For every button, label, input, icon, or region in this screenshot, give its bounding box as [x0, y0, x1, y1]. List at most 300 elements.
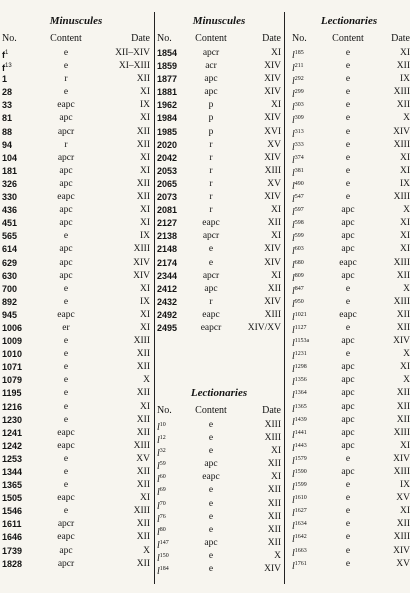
date-cell: XII	[396, 100, 410, 111]
manuscript-siglum: 1611	[2, 519, 22, 530]
manuscript-siglum: 436	[2, 205, 18, 216]
table-row	[2, 309, 150, 322]
manuscript-siglum: 1962	[157, 100, 178, 111]
date-cell: XI	[399, 440, 410, 451]
date-cell: XII	[136, 126, 150, 137]
date-cell: XII	[396, 388, 410, 399]
content-cell: eapc	[57, 440, 75, 451]
date-cell: XIII	[133, 440, 150, 451]
content-cell: e	[345, 558, 351, 569]
date-cell: XV	[267, 178, 281, 189]
manuscript-siglum: 451	[2, 218, 18, 229]
manuscript-siglum: l	[157, 474, 160, 486]
date-cell: XII	[136, 139, 150, 150]
date-cell: X	[403, 375, 410, 386]
manuscript-siglum: 181	[2, 165, 18, 176]
date-cell: XI	[270, 48, 281, 58]
table-row	[288, 152, 410, 165]
column-headers	[157, 31, 281, 47]
content-cell: eapc	[202, 309, 220, 320]
manuscript-superscript: 1642	[294, 534, 307, 541]
content-cell: e	[345, 296, 351, 307]
table-row	[288, 243, 410, 256]
header-date: Date	[391, 33, 410, 44]
date-cell: XI	[139, 205, 150, 216]
minuscules-table-2	[157, 14, 281, 335]
manuscript-siglum: 630	[2, 270, 18, 281]
date-cell: XII	[396, 519, 410, 530]
column-headers	[157, 403, 281, 419]
date-cell: XII–XIV	[115, 48, 150, 58]
table-row	[288, 126, 410, 139]
manuscript-superscript: 1021	[294, 311, 307, 318]
date-cell: XIII	[393, 87, 410, 98]
content-cell: eapc	[57, 493, 75, 504]
header-content: Content	[195, 405, 227, 416]
date-cell: XIII	[133, 336, 150, 347]
manuscript-number	[2, 204, 17, 217]
table-row	[157, 112, 281, 125]
content-cell: p	[208, 100, 214, 111]
content-cell: e	[63, 349, 69, 360]
content-cell: apcr	[202, 231, 220, 242]
date-cell: XI	[270, 446, 281, 457]
table-row	[2, 165, 150, 178]
manuscript-siglum: 892	[2, 296, 18, 307]
header-no: No.	[292, 33, 307, 44]
content-cell: e	[63, 231, 69, 242]
date-cell: XI	[399, 362, 410, 373]
manuscript-number	[157, 204, 177, 217]
manuscript-siglum: l	[292, 194, 295, 206]
manuscript-siglum: l	[292, 76, 295, 88]
date-cell: XIII	[264, 309, 281, 320]
content-cell: apc	[341, 375, 355, 386]
manuscript-siglum: 1230	[2, 414, 23, 425]
manuscript-number	[157, 230, 177, 243]
column-headers	[288, 31, 410, 47]
manuscript-number	[157, 86, 177, 99]
table-row	[157, 322, 281, 335]
content-cell: e	[345, 519, 351, 530]
manuscript-number	[2, 427, 22, 440]
content-cell: apc	[204, 283, 218, 294]
content-cell: er	[62, 322, 70, 333]
manuscript-superscript: 1761	[294, 560, 307, 567]
table-row	[288, 335, 410, 348]
date-cell: XI	[399, 48, 410, 58]
date-cell: XI	[399, 506, 410, 517]
table-row	[2, 374, 150, 387]
manuscript-siglum: l	[292, 167, 295, 179]
manuscript-number	[2, 414, 22, 427]
manuscript-siglum: l	[292, 89, 295, 101]
manuscript-number	[157, 73, 177, 86]
table-row	[157, 537, 281, 550]
minuscules-table-1	[2, 14, 150, 571]
manuscript-superscript: 70	[159, 500, 166, 507]
content-cell: eapc	[339, 309, 357, 320]
date-cell: XII	[136, 74, 150, 85]
table-row	[157, 60, 281, 73]
date-cell: XI	[139, 493, 150, 504]
manuscript-siglum: 565	[2, 231, 18, 242]
content-cell: apc	[341, 218, 355, 229]
manuscript-superscript: 809	[294, 272, 304, 279]
manuscript-siglum: 1646	[2, 532, 23, 543]
content-cell: e	[63, 362, 69, 373]
content-cell: eapc	[57, 309, 75, 320]
content-cell: apc	[341, 401, 355, 412]
manuscript-number	[157, 563, 169, 578]
manuscript-siglum: l	[292, 455, 295, 467]
content-cell: apc	[59, 178, 73, 189]
table-row	[2, 335, 150, 348]
table-row	[157, 484, 281, 497]
content-cell: apc	[341, 270, 355, 281]
manuscript-siglum: 2138	[157, 231, 178, 242]
content-cell: eapc	[202, 472, 220, 483]
content-cell: apc	[59, 545, 73, 556]
table-row	[288, 414, 410, 427]
date-cell: XI	[399, 152, 410, 163]
manuscript-superscript: 1599	[294, 482, 307, 489]
header-content: Content	[195, 33, 227, 44]
manuscript-siglum: 1216	[2, 401, 23, 412]
manuscript-siglum: l	[157, 526, 160, 538]
manuscript-siglum: l	[157, 448, 160, 460]
manuscript-number	[2, 217, 17, 230]
manuscript-siglum: 28	[2, 87, 13, 98]
content-cell: apc	[204, 87, 218, 98]
content-cell: e	[63, 414, 69, 425]
date-cell: XIV/XV	[247, 322, 281, 333]
content-cell: apc	[341, 231, 355, 242]
table-row	[288, 427, 410, 440]
table-row	[2, 492, 150, 505]
table-row	[2, 558, 150, 571]
content-cell: eapc	[339, 257, 357, 268]
date-cell: XI–XIII	[118, 61, 150, 72]
date-cell: XII	[136, 192, 150, 203]
manuscript-number	[2, 139, 12, 152]
manuscript-siglum: l	[157, 539, 160, 551]
date-cell: XII	[267, 485, 281, 496]
manuscript-number	[2, 86, 12, 99]
manuscript-siglum: 1546	[2, 506, 23, 517]
manuscript-siglum: f	[2, 63, 5, 74]
manuscript-number	[2, 558, 22, 571]
table-row	[2, 243, 150, 256]
manuscript-superscript: 1590	[294, 469, 307, 475]
manuscript-siglum: 945	[2, 309, 18, 320]
date-cell: XV	[267, 139, 281, 150]
manuscript-siglum: 2081	[157, 205, 178, 216]
date-cell: XI	[270, 472, 281, 483]
table-row	[288, 99, 410, 112]
manuscript-number	[157, 126, 177, 139]
date-cell: XI	[399, 218, 410, 229]
date-cell: XIV	[393, 336, 410, 347]
table-row	[288, 230, 410, 243]
date-cell: X	[403, 349, 410, 360]
manuscript-number	[2, 466, 22, 479]
date-cell: XII	[136, 178, 150, 189]
content-cell: e	[345, 453, 351, 464]
date-cell: XIV	[393, 126, 410, 137]
date-cell: XI	[270, 205, 281, 216]
manuscript-number	[2, 361, 22, 374]
date-cell: XII	[136, 519, 150, 530]
table-row	[157, 243, 281, 256]
manuscript-superscript: 598	[294, 220, 304, 227]
manuscript-siglum: l	[292, 469, 295, 480]
section-title: Lectionaries	[320, 15, 378, 27]
manuscript-siglum: l	[292, 377, 295, 389]
manuscript-superscript: 1579	[294, 455, 307, 462]
content-cell: eapc	[57, 100, 75, 111]
content-cell: r	[209, 152, 213, 163]
manuscript-siglum: 33	[2, 100, 13, 111]
table-row	[288, 479, 410, 492]
manuscript-superscript: 1663	[294, 547, 307, 554]
manuscript-superscript: 1	[5, 50, 9, 56]
content-cell: apc	[59, 113, 73, 124]
manuscript-superscript: 1356	[294, 377, 307, 384]
manuscript-siglum: l	[292, 364, 295, 376]
manuscript-siglum: l	[292, 154, 295, 166]
manuscript-number	[2, 531, 22, 544]
column-divider	[154, 12, 155, 584]
date-cell: XII	[136, 467, 150, 477]
manuscript-number	[2, 99, 12, 112]
content-cell: e	[63, 296, 69, 307]
date-cell: XI	[139, 322, 150, 333]
manuscript-superscript: 597	[294, 207, 304, 214]
content-cell: e	[345, 493, 351, 504]
content-cell: apc	[59, 257, 73, 268]
date-cell: XII	[396, 401, 410, 412]
manuscript-number	[157, 60, 177, 73]
content-cell: e	[208, 498, 214, 509]
manuscript-number	[2, 374, 22, 387]
date-cell: XI	[139, 309, 150, 320]
content-cell: e	[345, 48, 351, 58]
manuscript-number	[157, 139, 177, 152]
manuscript-siglum: 2073	[157, 192, 178, 203]
table-row	[157, 471, 281, 484]
date-cell: XV	[396, 558, 410, 569]
content-cell: apcr	[57, 558, 75, 569]
manuscript-siglum: 330	[2, 192, 18, 203]
manuscript-siglum: l	[157, 513, 160, 525]
table-body	[2, 47, 150, 571]
table-row	[2, 217, 150, 230]
manuscript-siglum: 614	[2, 244, 18, 255]
table-row	[157, 283, 281, 296]
date-cell: XIV	[264, 74, 281, 85]
manuscript-siglum: l	[157, 566, 160, 578]
content-cell: e	[345, 178, 351, 189]
manuscript-siglum: 2174	[157, 257, 178, 268]
table-row	[157, 165, 281, 178]
date-cell: XIII	[264, 433, 281, 444]
date-cell: XIV	[133, 270, 150, 281]
table-row	[2, 466, 150, 479]
manuscript-siglum: 1505	[2, 493, 23, 504]
manuscript-siglum: l	[292, 298, 295, 310]
manuscript-siglum: 1	[2, 74, 8, 85]
content-cell: e	[208, 524, 214, 535]
content-cell: e	[208, 485, 214, 496]
content-cell: e	[208, 257, 214, 268]
manuscript-siglum: 1079	[2, 375, 23, 386]
table-row	[288, 270, 410, 283]
manuscript-siglum: l	[292, 351, 295, 363]
manuscript-siglum: 1344	[2, 467, 23, 477]
manuscript-superscript: 1439	[294, 416, 307, 423]
date-cell: XIII	[393, 139, 410, 150]
manuscript-siglum: 2127	[157, 218, 178, 229]
table-row	[288, 374, 410, 387]
manuscript-siglum: l	[157, 435, 160, 447]
manuscript-number	[2, 112, 12, 125]
manuscript-siglum: 1365	[2, 480, 23, 491]
content-cell: e	[63, 375, 69, 386]
content-cell: r	[64, 139, 68, 150]
table-row	[2, 505, 150, 518]
manuscript-siglum: 1739	[2, 545, 23, 556]
content-cell: e	[345, 87, 351, 98]
manuscript-siglum: l	[292, 521, 295, 533]
manuscript-number	[2, 230, 17, 243]
manuscript-siglum: 1071	[2, 362, 23, 373]
header-date: Date	[262, 405, 281, 416]
manuscript-number	[2, 296, 17, 309]
content-cell: apc	[341, 414, 355, 425]
date-cell: XIII	[393, 467, 410, 477]
content-cell: apc	[341, 205, 355, 216]
content-cell: r	[209, 192, 213, 203]
table-row	[288, 387, 410, 400]
table-row	[288, 518, 410, 531]
table-row	[2, 270, 150, 283]
table-row	[288, 86, 410, 99]
manuscript-siglum: l	[292, 233, 295, 245]
content-cell: apcr	[57, 126, 75, 137]
date-cell: XII	[136, 558, 150, 569]
manuscript-superscript: 185	[294, 50, 304, 56]
date-cell: XII	[267, 511, 281, 522]
manuscript-number	[2, 270, 17, 283]
manuscript-superscript: 1443	[294, 442, 307, 449]
content-cell: apcr	[202, 270, 220, 281]
header-date: Date	[262, 33, 281, 44]
lectionaries-table-1	[157, 386, 281, 576]
manuscript-siglum: 1253	[2, 453, 23, 464]
table-row	[288, 531, 410, 544]
manuscript-siglum: l	[292, 324, 295, 336]
content-cell: r	[209, 178, 213, 189]
manuscript-siglum: 1881	[157, 87, 178, 98]
date-cell: XII	[267, 524, 281, 535]
content-cell: e	[345, 532, 351, 543]
manuscript-number	[157, 152, 177, 165]
manuscript-siglum: 88	[2, 126, 13, 137]
manuscript-superscript: 680	[294, 259, 304, 266]
table-row	[288, 283, 410, 296]
content-cell: apc	[59, 244, 73, 255]
manuscript-siglum: 2148	[157, 244, 178, 255]
date-cell: XI	[139, 152, 150, 163]
manuscript-superscript: 1610	[294, 495, 307, 502]
date-cell: XIII	[264, 420, 281, 430]
date-cell: IX	[139, 100, 150, 111]
content-cell: e	[208, 420, 214, 430]
content-cell: e	[345, 545, 351, 556]
manuscript-siglum: 1195	[2, 388, 22, 399]
table-row	[157, 152, 281, 165]
content-cell: apc	[204, 74, 218, 85]
table-row	[157, 191, 281, 204]
manuscript-siglum: 2412	[157, 283, 178, 294]
manuscript-siglum: l	[292, 115, 295, 127]
manuscript-superscript: 150	[159, 552, 169, 559]
content-cell: eapc	[57, 532, 75, 543]
date-cell: XIII	[393, 192, 410, 203]
date-cell: XIV	[264, 152, 281, 163]
table-row	[288, 492, 410, 505]
date-cell: XIV	[264, 257, 281, 268]
table-row	[2, 204, 150, 217]
content-cell: p	[208, 113, 214, 124]
table-row	[288, 204, 410, 217]
date-cell: XI	[139, 113, 150, 124]
content-cell: e	[208, 446, 214, 457]
manuscript-superscript: 603	[294, 246, 304, 253]
manuscript-siglum: l	[157, 461, 160, 473]
date-cell: IX	[399, 480, 410, 491]
content-cell: r	[209, 296, 213, 307]
manuscript-siglum: l	[157, 552, 160, 564]
table-row	[2, 191, 150, 204]
manuscript-siglum: 629	[2, 257, 18, 268]
table-row	[288, 309, 410, 322]
table-row	[288, 112, 410, 125]
manuscript-number	[2, 348, 22, 361]
table-row	[288, 47, 410, 60]
table-row	[157, 139, 281, 152]
table-row	[157, 178, 281, 191]
manuscript-superscript: 1231	[294, 351, 307, 358]
manuscript-siglum: l	[292, 246, 295, 258]
content-cell: e	[208, 564, 214, 575]
manuscript-superscript: 1627	[294, 508, 307, 515]
content-cell: apc	[59, 218, 73, 229]
content-cell: e	[345, 152, 351, 163]
table-row	[2, 545, 150, 558]
table-row	[157, 217, 281, 230]
content-cell: eapc	[202, 218, 220, 229]
manuscript-number	[2, 492, 22, 505]
manuscript-superscript: 333	[294, 141, 304, 148]
lectionaries-table-2	[288, 14, 410, 571]
content-cell: e	[208, 550, 214, 561]
content-cell: r	[209, 139, 213, 150]
manuscript-number	[2, 518, 22, 531]
manuscript-superscript: 1298	[294, 364, 307, 371]
manuscript-number	[157, 283, 177, 296]
